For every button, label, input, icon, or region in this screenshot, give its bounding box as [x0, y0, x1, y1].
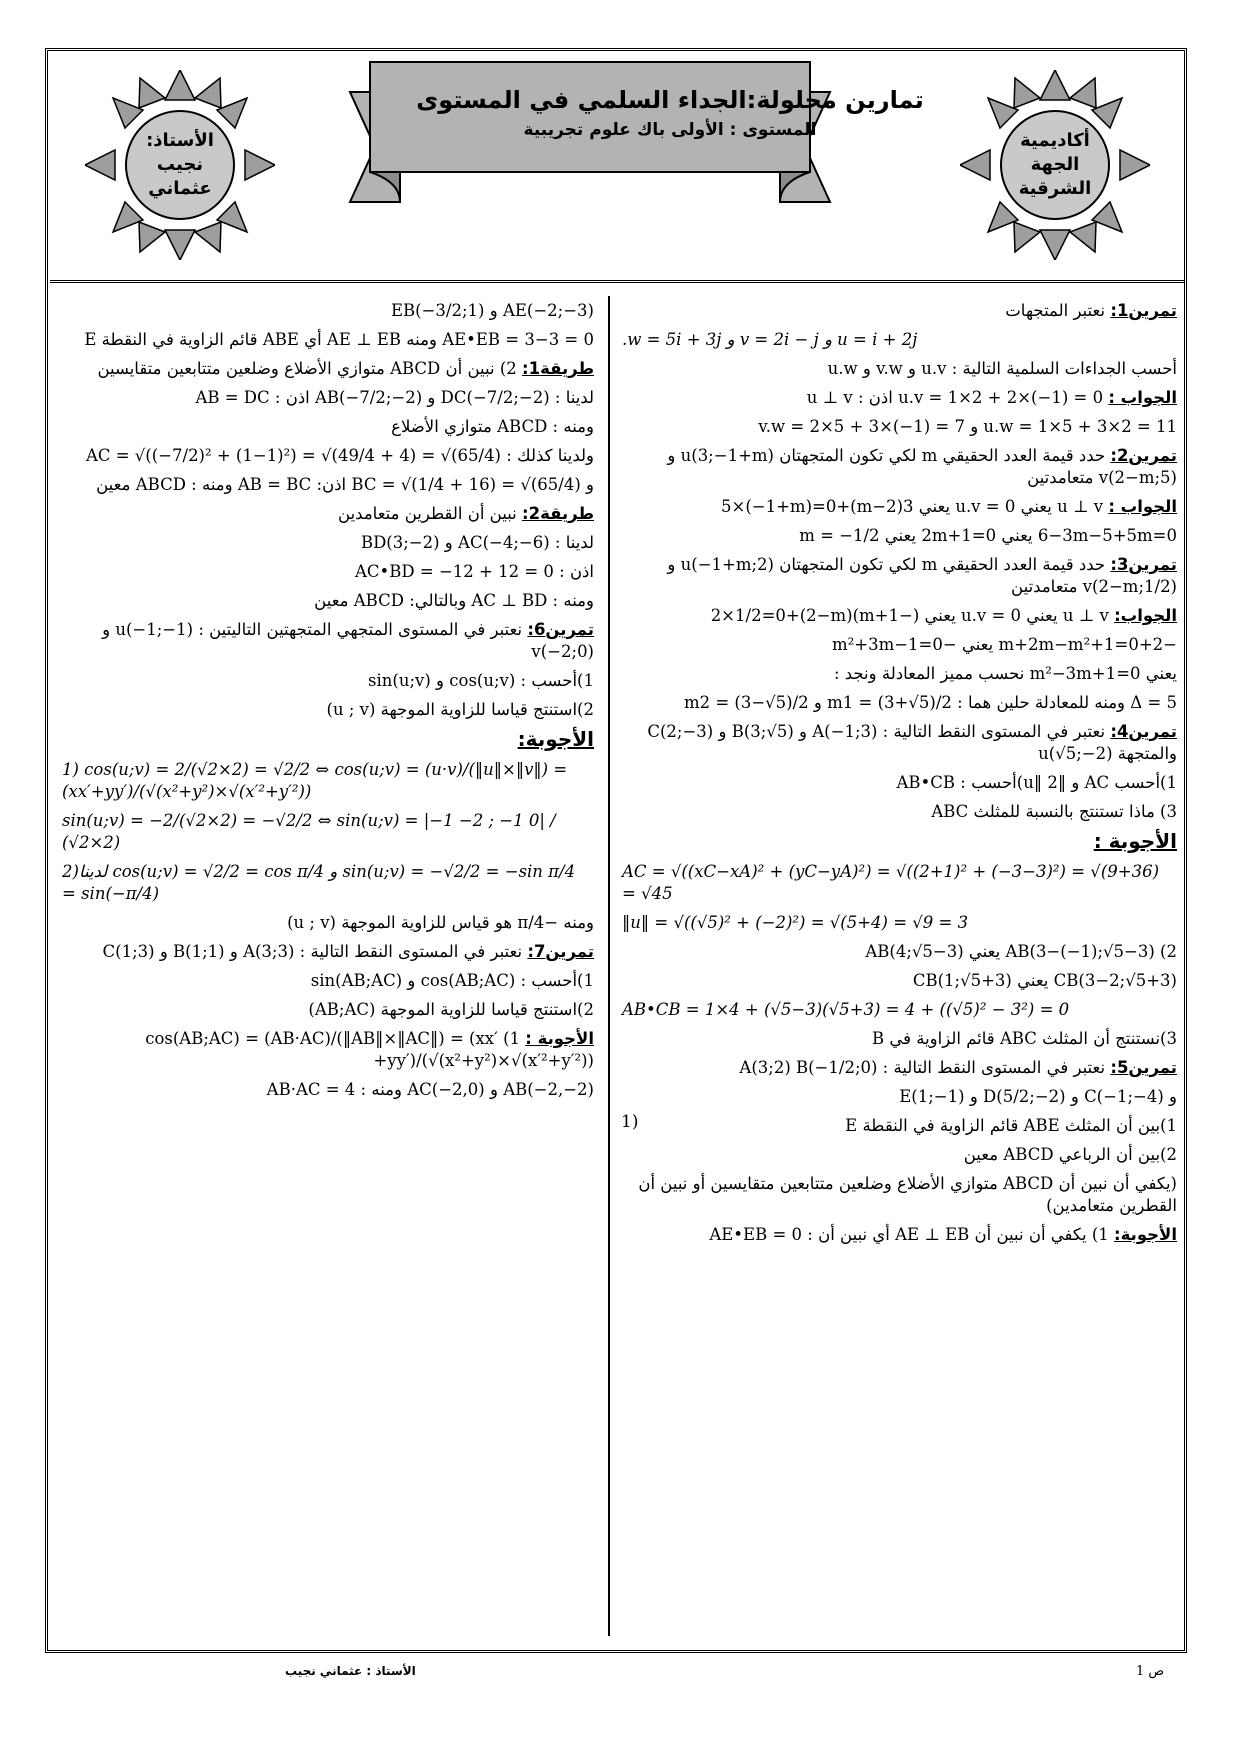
line-body: 1) cos(AB;AC) = (AB·AC)/(‖AB‖×‖AC‖) = (xx′+yy′)/(√(x²+y²)×√(x′²+y′²)): [145, 1029, 594, 1070]
line-body: نعتبر في المستوى النقط التالية : A(3;2) B(−1/2;0): [739, 1058, 1111, 1077]
text-line: [622, 941, 1177, 963]
text-line: [622, 387, 1177, 409]
line-body: نعتبر المتجهات: [1005, 301, 1111, 320]
text-line: [62, 300, 594, 322]
line-body: 1)أحسب : cos(AB;AC) و sin(AB;AC): [310, 971, 594, 990]
line-body: نبين أن القطرين متعامدين: [338, 504, 523, 523]
math-line: [62, 759, 594, 803]
line-body: 2) AB(3−(−1);√5−3) يعني AB(4;√5−3): [865, 942, 1177, 961]
banner: [390, 86, 950, 140]
line-body: AB•CB = 1×4 + (√5−3)(√5+3) = 4 + ((√5)² − 3²) = 0: [622, 1000, 1070, 1019]
exercise-heading: تمرين3:: [1110, 555, 1177, 574]
line-body: AE(−2;−3) و EB(−3/2;1): [391, 301, 594, 320]
page-subtitle: المستوى : الأولى باك علوم تجريبية: [523, 120, 817, 140]
line-body: AC = √((xC−xA)² + (yC−yA)²) = √((2+1)² + (−3−3)²) = √(9+36) = √45: [622, 862, 1160, 903]
line-body: 2)لدينا cos(u;v) = √2/2 = cos π/4 و sin(u;v) = −√2/2 = −sin π/4 = sin(−π/4): [62, 862, 576, 903]
section-heading: [622, 830, 1177, 854]
text-line: [622, 554, 1177, 598]
line-body: 3) ماذا تستنتج بالنسبة للمثلث ABC: [931, 802, 1177, 821]
exercise-heading: تمرين2:: [1110, 446, 1177, 465]
column-divider: [608, 296, 610, 1636]
exercise-heading: تمرين4:: [1110, 722, 1177, 741]
line-body: ومنه : AC ⊥ BD وبالتالي: ABCD معين: [314, 591, 594, 610]
line-body: Δ = 5 ومنه للمعادلة حلين هما : m1 = (3+√5)/2 و m2 = (3−√5)/2: [683, 693, 1177, 712]
math-line: [62, 861, 594, 905]
line-body: 1)بين أن المثلث ABE قائم الزاوية في النقطة E: [845, 1116, 1177, 1135]
line-body: .w = 5i + 3j و v = 2i − j و u = i + 2j: [622, 330, 918, 349]
text-line: [62, 941, 594, 963]
text-line: [62, 503, 594, 525]
text-line: [62, 1079, 594, 1101]
line-body: AB(−2,−2) و AC(−2,0) ومنه : AB·AC = 4: [266, 1080, 594, 1099]
text-line: [622, 801, 1177, 823]
text-line: [622, 1028, 1177, 1050]
text-line: [62, 387, 594, 409]
math-line: [622, 999, 1177, 1021]
exercise-heading: الجواب :: [1108, 497, 1177, 516]
line-body: أحسب الجداءات السلمية التالية : u.v و v.w و u.w: [827, 359, 1177, 378]
exercise-heading: الأجوبة :: [525, 1029, 594, 1048]
math-line: [622, 912, 1177, 934]
text-line: [622, 300, 1177, 322]
line-body: ومنه : ABCD متوازي الأضلاع: [391, 417, 594, 436]
text-line: [622, 416, 1177, 438]
header: [50, 52, 1184, 283]
line-body: AE•EB = 3−3 = 0 ومنه AE ⊥ EB أي ABE قائم الزاوية في النقطة E: [84, 330, 594, 349]
line-body: u.w = 1×5 + 3×2 = 11 و v.w = 2×5 + 3×(−1) = 7: [758, 417, 1177, 436]
line-body: 2)بين أن الرباعي ABCD معين: [963, 1145, 1177, 1164]
text-line: [62, 358, 594, 380]
exercise-heading: الأجوبة:: [1114, 1225, 1177, 1244]
text-line: [622, 496, 1177, 518]
line-body: u ⊥ v يعني u.v = 0 يعني 3(2−m)+5×(−1+m)=0: [721, 497, 1109, 516]
line-body: حدد قيمة العدد الحقيقي m لكي تكون المتجهتان u(−1+m;2) و v(2−m;1/2) متعامدتين: [667, 555, 1177, 596]
text-line: [62, 532, 594, 554]
line-body: 1) يكفي أن نبين أن AE ⊥ EB أي نبين أن : AE•EB = 0: [709, 1225, 1115, 1244]
line-body: 2) نبين أن ABCD متوازي الأضلاع وضلعين متتابعين متقايسين: [97, 359, 523, 378]
left-column: [62, 300, 594, 1108]
line-body: يعني m²−3m+1=0 نحسب مميز المعادلة ونجد :: [833, 664, 1177, 683]
line-body: u ⊥ v يعني u.v = 0 يعني (−1+m)(2−m)+2×1/2=0: [710, 606, 1115, 625]
teacher-name: الأستاذ: نجيب عثماني: [125, 110, 235, 220]
page-title: تمارين محلولة:الجداء السلمي في المستوى: [416, 86, 924, 114]
text-line: [62, 912, 594, 934]
scroll-banner-icon: [340, 52, 840, 232]
exercise-heading: الجواب:: [1114, 606, 1177, 625]
text-line: [62, 999, 594, 1021]
line-body: نعتبر في المستوى النقط التالية : A(−1;3) و B(3;√5) و C(2;−3) والمتجهة u(√5;−2): [647, 722, 1177, 763]
line-body: 1)أحسب : cos(u;v) و sin(u;v): [368, 671, 594, 690]
side-number: 1): [621, 1112, 639, 1132]
text-line: [62, 619, 594, 663]
math-line: [62, 810, 594, 854]
line-body: sin(u;v) = −2/(√2×2) = −√2/2 ⇔ sin(u;v) = |−1 −2 ; −1 0| / (√2×2): [62, 811, 556, 852]
text-line: [622, 721, 1177, 765]
line-body: لدينا : AC(−4;−6) و BD(3;−2): [360, 533, 594, 552]
text-line: [622, 692, 1177, 714]
text-line: [62, 590, 594, 612]
line-body: 3)نستنتج أن المثلث ABC قائم الزاوية في B: [871, 1029, 1177, 1048]
section-heading: [62, 728, 594, 752]
text-line: [62, 445, 594, 467]
text-line: [622, 525, 1177, 547]
academy-name: أكاديمية الجهة الشرقية: [1000, 110, 1110, 220]
right-column: [622, 300, 1177, 1253]
line-body: 6−3m−5+5m=0 يعني 2m+1=0 يعني m = −1/2: [799, 526, 1177, 545]
line-body: لدينا : DC(−7/2;−2) و AB(−7/2;−2) اذن : AB = DC: [195, 388, 594, 407]
line-body: و C(−1;−4) و D(5/2;−2) و E(1;−1): [899, 1087, 1177, 1106]
text-line: [62, 670, 594, 692]
text-line: [622, 1173, 1177, 1217]
text-line: [622, 1224, 1177, 1246]
text-line: [62, 416, 594, 438]
line-body: حدد قيمة العدد الحقيقي m لكي تكون المتجهتان u(3;−1+m) و v(2−m;5) متعامدتين: [667, 446, 1177, 487]
line-body: −2+m+2m−m²+1=0 يعني −m²+3m−1=0: [831, 635, 1177, 654]
text-line: [622, 1144, 1177, 1166]
text-line: [62, 561, 594, 583]
page-number: ص 1: [1136, 1664, 1165, 1679]
text-line: [622, 663, 1177, 685]
line-body: (يكفي أن نبين أن ABCD متوازي الأضلاع وضلعين متتابعين متقايسين أو نبين أن القطرين متعامدين): [638, 1174, 1177, 1215]
exercise-heading: طريقة1:: [522, 359, 594, 378]
math-line: [622, 329, 1177, 351]
text-line: [62, 699, 594, 721]
line-body: نعتبر في المستوى النقط التالية : A(3;3) و B(1;1) و C(1;3): [102, 942, 528, 961]
line-body: 2)استنتج قياسا للزاوية الموجهة (AB;AC): [308, 1000, 594, 1019]
line-body: نعتبر في المستوى المتجهي المتجهتين التاليتين : u(−1;−1) و v(−2;0): [102, 620, 594, 661]
math-line: [622, 861, 1177, 905]
text-line: [622, 445, 1177, 489]
line-body: ولدينا كذلك : AC = √((−7/2)² + (1−1)²) = √(49/4 + 4) = √(65/4): [85, 446, 594, 465]
text-line: [622, 605, 1177, 627]
line-body: 1) cos(u;v) = 2/(√2×2) = √2/2 ⇔ cos(u;v) = (u·v)/(‖u‖×‖v‖) = (xx′+yy′)/(√(x²+y²)×√(x′²+y′²)): [62, 760, 568, 801]
exercise-heading: الجواب :: [1108, 388, 1177, 407]
line-body: اذن : AC•BD = −12 + 12 = 0: [355, 562, 594, 581]
text-line: [622, 970, 1177, 992]
line-body: 1)أحسب AC و ‖u‖ 2)أحسب : AB•CB: [896, 773, 1177, 792]
exercise-heading: تمرين6:: [527, 620, 594, 639]
text-line: [622, 1086, 1177, 1108]
text-line: [62, 970, 594, 992]
text-line: [622, 772, 1177, 794]
text-line: [622, 1115, 1177, 1137]
line-body: CB(3−2;√5+3) يعني CB(1;√5+3): [912, 971, 1177, 990]
text-line: [62, 329, 594, 351]
text-line: [622, 1057, 1177, 1079]
footer-author: الأستاذ : عثماني نجيب: [285, 1664, 416, 1678]
line-body: u.v = 1×2 + 2×(−1) = 0 اذن : u ⊥ v: [806, 388, 1109, 407]
exercise-heading: تمرين7:: [527, 942, 594, 961]
exercise-heading: الأجوبة :: [1093, 829, 1177, 853]
text-line: [62, 1028, 594, 1072]
text-line: [622, 634, 1177, 656]
line-body: ‖u‖ = √((√5)² + (−2)²) = √(5+4) = √9 = 3: [622, 913, 969, 932]
line-body: ومنه −π/4 هو قياس للزاوية الموجهة (u ; v): [287, 913, 594, 932]
exercise-heading: تمرين5:: [1110, 1058, 1177, 1077]
line-body: 2)استنتج قياسا للزاوية الموجهة (u ; v): [326, 700, 594, 719]
exercise-heading: تمرين1:: [1110, 301, 1177, 320]
line-body: و BC = √(1/4 + 16) = √(65/4) اذن: AB = BC ومنه : ABCD معين: [96, 475, 594, 494]
exercise-heading: الأجوبة:: [517, 727, 594, 751]
teacher-badge: [85, 70, 275, 260]
academy-badge: [960, 70, 1150, 260]
text-line: [62, 474, 594, 496]
exercise-heading: طريقة2:: [522, 504, 594, 523]
text-line: [622, 358, 1177, 380]
